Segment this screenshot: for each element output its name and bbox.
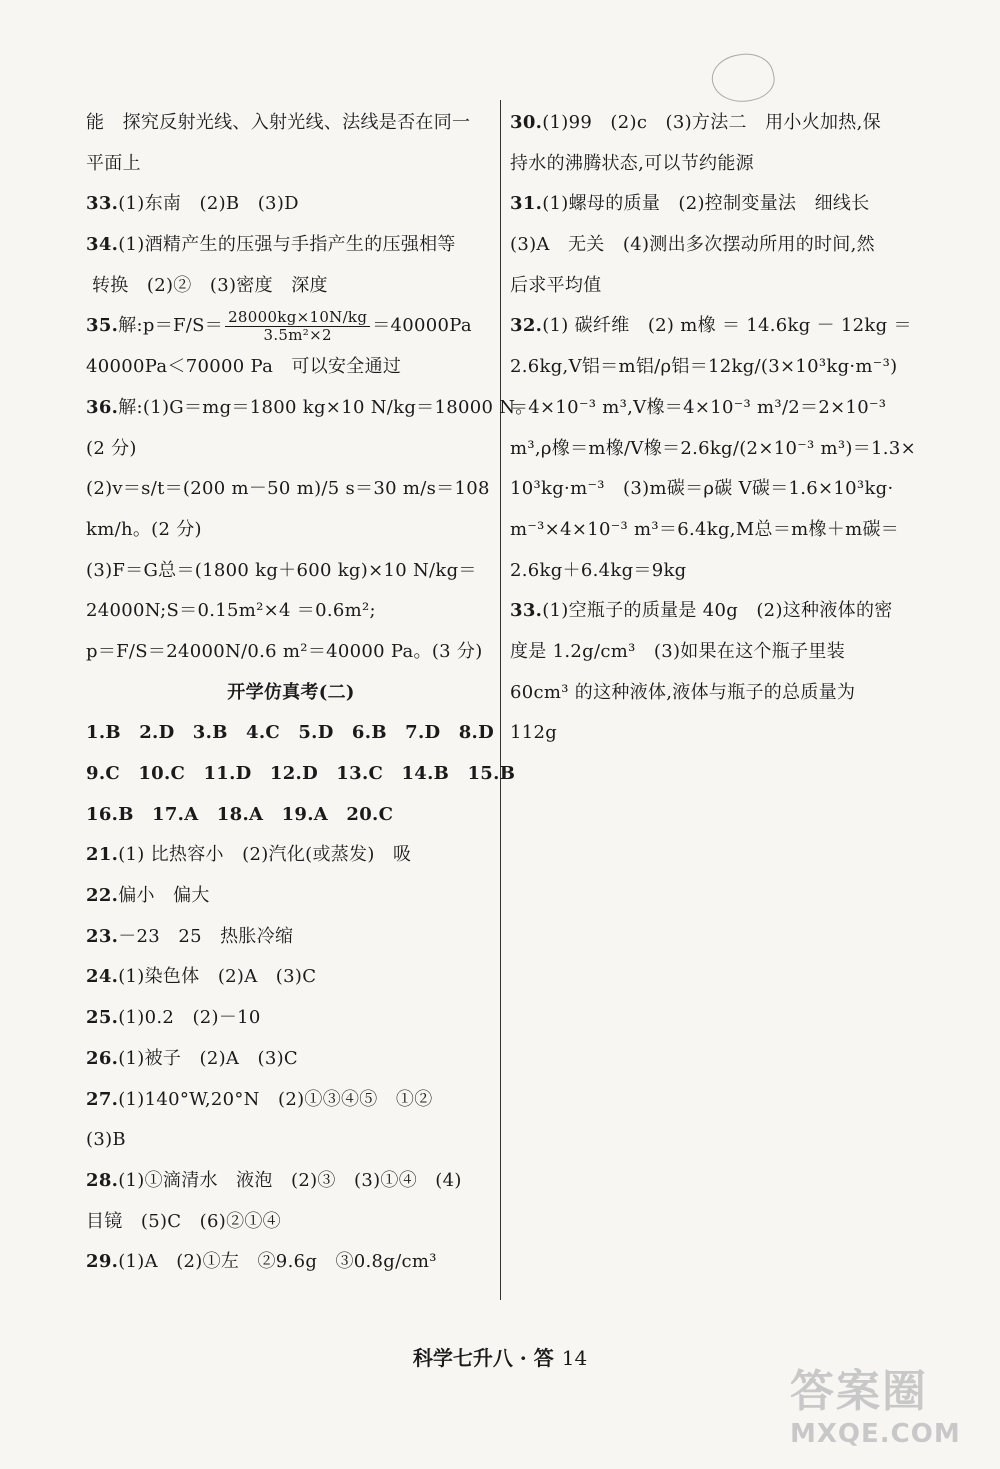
answer-text: 1.B 2.D 3.B 4.C 5.D 6.B 7.D 8.D — [86, 722, 495, 744]
answer-text: (1)酒精产生的压强与手指产生的压强相等 — [118, 234, 456, 256]
answer-line — [86, 144, 496, 185]
answer-line — [86, 1202, 496, 1243]
answer-line — [510, 388, 920, 429]
fraction — [225, 309, 370, 344]
answer-line — [86, 1161, 496, 1202]
answer-line — [86, 713, 496, 754]
answer-text: 60cm³ 的这种液体,液体与瓶子的总质量为 — [510, 681, 856, 703]
answer-line — [86, 551, 496, 592]
answer-line — [86, 917, 496, 958]
question-number: 34. — [86, 234, 119, 256]
question-number: 30. — [510, 112, 543, 133]
answer-text: (2)v＝s/t＝(200 m－50 m)/5 s＝30 m/s＝108 — [86, 478, 490, 500]
question-number: 28. — [86, 1169, 119, 1191]
watermark-text-bottom: MXQE.COM — [790, 1419, 961, 1449]
answer-line — [510, 306, 920, 347]
answer-text: m³,ρ橡＝m橡/V橡＝2.6kg/(2×10⁻³ m³)＝1.3× — [510, 437, 916, 459]
answer-line — [86, 673, 496, 714]
answer-line — [86, 266, 496, 307]
right-column — [510, 103, 920, 754]
question-number: 33. — [86, 193, 119, 215]
answer-text: 112g — [510, 722, 558, 744]
stamp-mark — [708, 48, 779, 108]
question-number: 21. — [86, 844, 119, 866]
answer-text-tail: ＝40000Pa — [372, 315, 472, 337]
answer-line — [86, 1242, 496, 1283]
watermark-text-top: 答案圈 — [790, 1366, 928, 1417]
answer-text: (1)①滴清水 液泡 (2)③ (3)①④ (4) — [118, 1169, 462, 1191]
watermark-logo — [790, 1355, 980, 1455]
question-number: 23. — [86, 925, 119, 947]
answer-line — [510, 632, 920, 673]
answer-text: (1)140°W,20°N (2)①③④⑤ ①② — [118, 1088, 433, 1110]
answer-text: (3)B — [86, 1129, 126, 1151]
answer-line — [510, 144, 920, 185]
answer-text: (1)A (2)①左 ②9.6g ③0.8g/cm³ — [118, 1251, 437, 1273]
answer-text: ＝4×10⁻³ m³,V橡＝4×10⁻³ m³/2＝2×10⁻³ — [510, 396, 887, 418]
answer-text: (1)螺母的质量 (2)控制变量法 细线长 — [542, 193, 870, 215]
answer-text: (1)染色体 (2)A (3)C — [118, 966, 317, 988]
answer-text: 9.C 10.C 11.D 12.D 13.C 14.B 15.B — [86, 763, 516, 784]
question-number: 26. — [86, 1047, 119, 1069]
answer-line — [86, 1039, 496, 1080]
question-number: 25. — [86, 1007, 119, 1029]
answer-line — [86, 388, 534, 429]
question-number: 31. — [510, 193, 543, 215]
answer-line — [86, 754, 516, 795]
answer-line — [86, 103, 496, 144]
question-number: 22. — [86, 885, 119, 907]
question-number: 33. — [510, 600, 543, 622]
answer-text: 转换 (2)② (3)密度 深度 — [92, 274, 328, 296]
answer-line — [510, 673, 920, 714]
answer-text: 偏小 偏大 — [118, 885, 210, 907]
answer-line — [510, 510, 920, 551]
answer-line — [86, 591, 496, 632]
answer-line — [510, 103, 920, 144]
answer-text: 开学仿真考(二) — [227, 681, 355, 703]
answer-text: 2.6kg,V铝＝m铝/ρ铝＝12kg/(3×10³kg·m⁻³) — [510, 356, 898, 378]
answer-line — [86, 510, 496, 551]
answer-line — [86, 876, 496, 917]
column-divider — [500, 100, 501, 1300]
answer-line — [86, 469, 496, 510]
fraction-numerator: 28000kg×10N/kg — [225, 309, 370, 327]
question-number: 36. — [86, 396, 119, 418]
answer-text: 后求平均值 — [510, 274, 602, 296]
answer-line — [86, 1120, 496, 1161]
answer-text: 解:(1)G＝mg＝1800 kg×10 N/kg＝18000 N。 — [118, 396, 534, 418]
answer-text: (3)F＝G总＝(1800 kg＋600 kg)×10 N/kg＝ — [86, 559, 477, 581]
question-number: 24. — [86, 966, 119, 988]
answer-line — [86, 1080, 496, 1121]
answer-text: (1) 碳纤维 (2) m橡 ＝ 14.6kg － 12kg ＝ — [542, 315, 912, 337]
answer-line — [86, 795, 496, 836]
answer-text: (1) 比热容小 (2)汽化(或蒸发) 吸 — [118, 844, 412, 866]
answer-text: (2 分) — [86, 437, 137, 459]
answer-line — [86, 184, 496, 225]
answer-text: 解:p＝F/S＝ — [118, 315, 224, 337]
answer-text: (1)0.2 (2)－10 — [118, 1007, 261, 1029]
answer-text: 能 探究反射光线、入射光线、法线是否在同一 — [86, 112, 471, 133]
answer-text: 10³kg·m⁻³ (3)m碳＝ρ碳 V碳＝1.6×10³kg· — [510, 478, 894, 500]
answer-text: 16.B 17.A 18.A 19.A 20.C — [86, 803, 394, 825]
answer-text: 平面上 — [86, 152, 141, 174]
footer-label: 科学七升八 · 答 — [412, 1346, 554, 1370]
answer-text: p＝F/S＝24000N/0.6 m²＝40000 Pa。(3 分) — [86, 640, 483, 662]
answer-line — [86, 306, 496, 347]
answer-text: km/h。(2 分) — [86, 518, 202, 540]
answer-line — [86, 835, 496, 876]
question-number: 29. — [86, 1251, 119, 1273]
question-number: 35. — [86, 315, 119, 337]
answer-line — [510, 266, 920, 307]
answer-text: －23 25 热胀冷缩 — [118, 925, 294, 947]
answer-text: m⁻³×4×10⁻³ m³＝6.4kg,M总＝m橡＋m碳＝ — [510, 518, 900, 540]
answer-line — [510, 225, 920, 266]
answer-line — [510, 429, 920, 470]
answer-text: (3)A 无关 (4)测出多次摆动所用的时间,然 — [510, 234, 875, 256]
answer-text: 24000N;S＝0.15m²×4 ＝0.6m²; — [86, 600, 376, 622]
answer-line — [86, 225, 496, 266]
answer-line — [510, 184, 920, 225]
answer-line — [86, 998, 496, 1039]
answer-line — [510, 551, 920, 592]
answer-line — [86, 347, 496, 388]
answer-line — [510, 469, 920, 510]
answer-line — [510, 713, 920, 754]
fraction-denominator: 3.5m²×2 — [263, 325, 332, 344]
answer-line — [86, 632, 496, 673]
answer-text: 度是 1.2g/cm³ (3)如果在这个瓶子里装 — [510, 640, 845, 662]
answer-text: (1)空瓶子的质量是 40g (2)这种液体的密 — [542, 600, 893, 622]
answer-text: (1)99 (2)c (3)方法二 用小火加热,保 — [542, 112, 881, 133]
answer-line — [510, 347, 920, 388]
question-number: 32. — [510, 315, 543, 337]
answer-text: 目镜 (5)C (6)②①④ — [86, 1210, 281, 1232]
answer-text: 40000Pa＜70000 Pa 可以安全通过 — [86, 356, 402, 378]
answer-line — [510, 591, 920, 632]
answer-text: (1)被子 (2)A (3)C — [118, 1047, 298, 1069]
answer-text: 2.6kg＋6.4kg＝9kg — [510, 559, 687, 581]
answer-text: 持水的沸腾状态,可以节约能源 — [510, 152, 754, 174]
answer-line — [86, 957, 496, 998]
question-number: 27. — [86, 1088, 119, 1110]
answer-line — [86, 429, 496, 470]
answer-text: (1)东南 (2)B (3)D — [118, 193, 299, 215]
page-number: 14 — [561, 1346, 588, 1370]
